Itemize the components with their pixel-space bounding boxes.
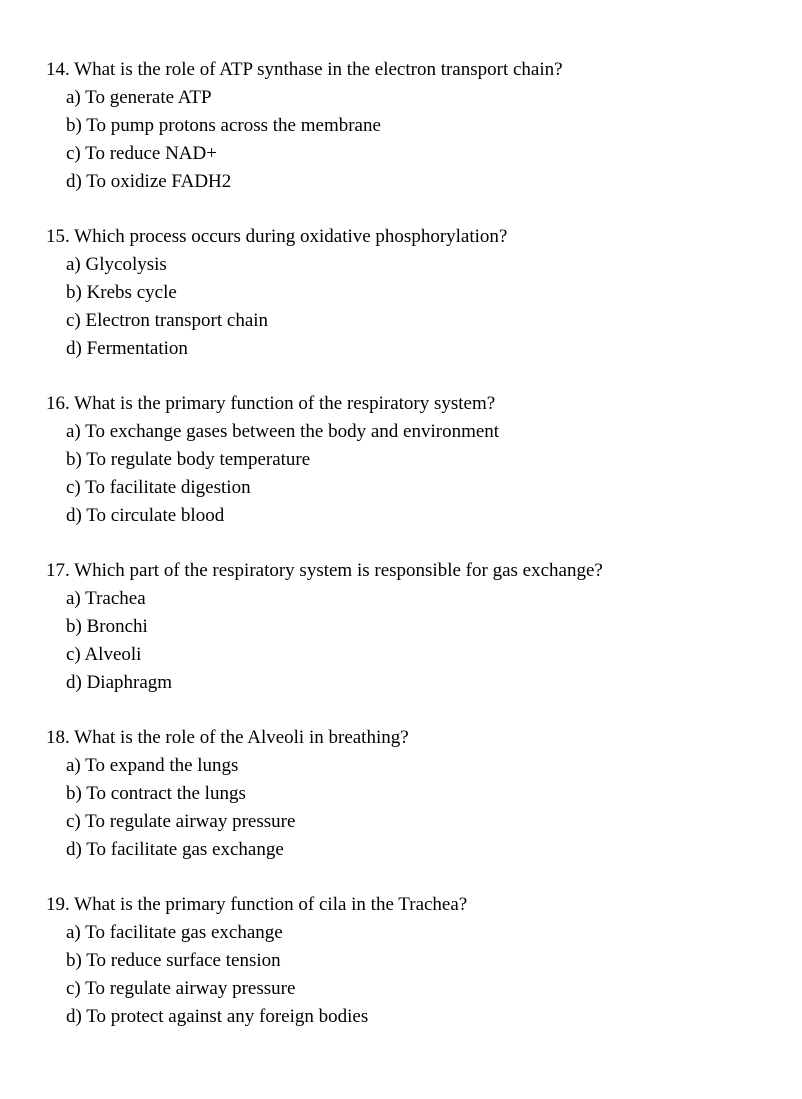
option-d: d) To oxidize FADH2 [66,171,232,192]
question-text: 16. What is the primary function of the respiratory system? [46,393,496,414]
question-text: 15. Which process occurs during oxidative phosphorylation? [46,226,508,247]
question-15 [46,223,796,363]
option-d: d) To facilitate gas exchange [66,839,284,860]
option-b: b) To pump protons across the membrane [66,115,381,136]
question-text: 14. What is the role of ATP synthase in the electron transport chain? [46,59,563,80]
option-d: d) Fermentation [66,338,188,359]
option-a: a) To expand the lungs [66,755,239,776]
question-text: 19. What is the primary function of cila in the Trachea? [46,894,468,915]
question-16 [46,390,796,530]
question-text: 17. Which part of the respiratory system is responsible for gas exchange? [46,560,603,581]
option-a: a) Glycolysis [66,254,167,275]
option-c: c) To regulate airway pressure [66,811,296,832]
question-18 [46,724,796,864]
option-b: b) Bronchi [66,616,148,637]
quiz-list [46,56,796,1058]
option-a: a) To facilitate gas exchange [66,922,283,943]
option-d: d) Diaphragm [66,672,173,693]
option-b: b) To regulate body temperature [66,449,311,470]
option-b: b) To contract the lungs [66,783,246,804]
question-14 [46,56,796,196]
option-c: c) Alveoli [66,644,142,665]
option-b: b) To reduce surface tension [66,950,281,971]
option-a: a) To generate ATP [66,87,212,108]
option-d: d) To protect against any foreign bodies [66,1006,369,1027]
option-d: d) To circulate blood [66,505,225,526]
option-a: a) To exchange gases between the body and environment [66,421,500,442]
question-text: 18. What is the role of the Alveoli in breathing? [46,727,409,748]
option-b: b) Krebs cycle [66,282,177,303]
option-c: c) To facilitate digestion [66,477,251,498]
option-a: a) Trachea [66,588,146,609]
option-c: c) To reduce NAD+ [66,143,217,164]
option-c: c) To regulate airway pressure [66,978,296,999]
question-17 [46,557,796,697]
option-c: c) Electron transport chain [66,310,269,331]
question-19 [46,891,796,1031]
